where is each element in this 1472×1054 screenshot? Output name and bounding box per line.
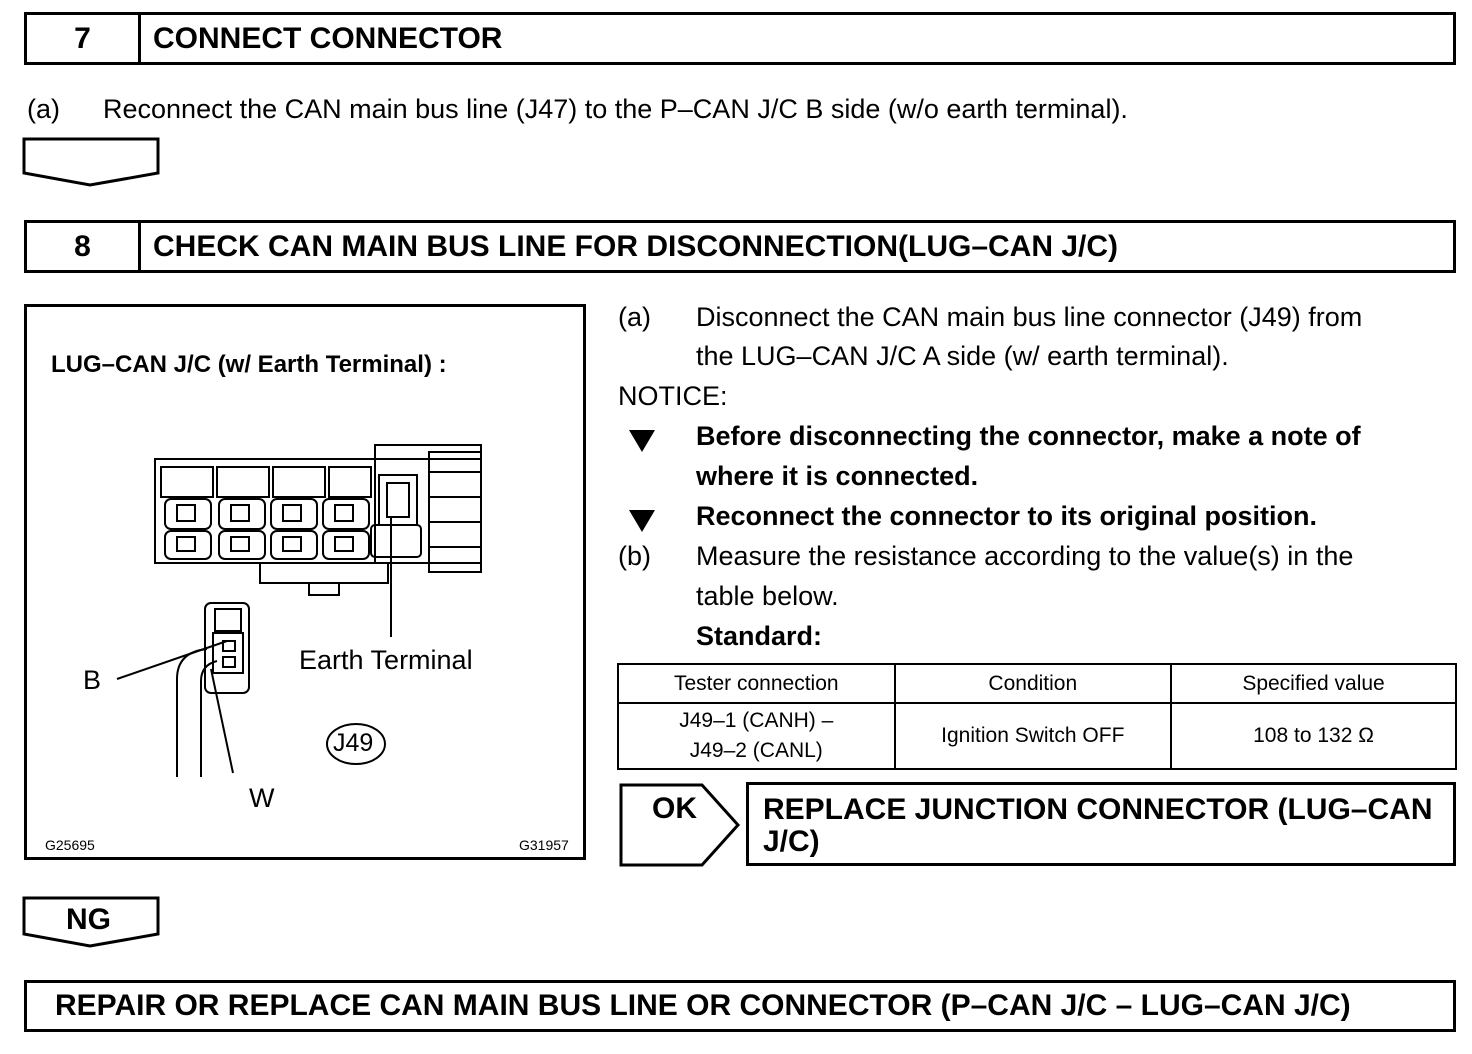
figure-caption: LUG–CAN J/C (w/ Earth Terminal) : (51, 351, 447, 378)
step8-item-a-label: (a) (618, 302, 651, 332)
ok-label: OK (652, 792, 697, 825)
ok-result-line1: REPLACE JUNCTION CONNECTOR (LUG–CAN (763, 793, 1433, 826)
step8-item-b-label: (b) (618, 541, 651, 571)
ok-result-line2: J/C) (763, 825, 820, 858)
notice-bullet-1-line2: where it is connected. (696, 461, 979, 491)
next-step-arrow (22, 137, 162, 189)
step8-item-b-line2: table below. (696, 581, 839, 611)
step8-item-b-line1: Measure the resistance according to the value(s) in the (696, 541, 1354, 571)
step7-item-a-text: Reconnect the CAN main bus line (J47) to the P–CAN J/C B side (w/o earth terminal). (103, 94, 1128, 124)
figure-code-right: G31957 (519, 837, 569, 853)
ng-label: NG (66, 903, 111, 936)
ng-result-text: REPAIR OR REPLACE CAN MAIN BUS LINE OR CONNECTOR (P–CAN J/C – LUG–CAN J/C) (55, 989, 1351, 1022)
tester-line-1: J49–1 (CANH) – (679, 709, 834, 732)
column-header: Specified value (1171, 664, 1456, 703)
column-header: Tester connection (618, 664, 895, 703)
ng-result-box (24, 980, 1456, 1032)
bullet-triangle-icon (628, 509, 656, 533)
step8-item-a-line1: Disconnect the CAN main bus line connector (J49) from (696, 302, 1363, 332)
step8-item-a-line2: the LUG–CAN J/C A side (w/ earth terminal). (696, 341, 1229, 371)
condition-cell: Ignition Switch OFF (895, 703, 1172, 769)
notice-bullet-2: Reconnect the connector to its original position. (696, 501, 1318, 531)
connector-figure (24, 304, 586, 860)
step-number: 8 (27, 223, 141, 270)
table-header-row (618, 664, 1456, 703)
standard-label: Standard: (696, 621, 823, 651)
connector-drawing (27, 307, 583, 857)
step-7-header (24, 12, 1456, 65)
spec-table (617, 663, 1457, 770)
column-header: Condition (895, 664, 1172, 703)
bullet-triangle-icon (628, 429, 656, 453)
step-8-header (24, 220, 1456, 273)
ok-result-box (746, 782, 1456, 866)
tester-connection-cell (618, 703, 895, 769)
b-wire-label: B (83, 665, 102, 695)
figure-code-left: G25695 (45, 837, 95, 853)
notice-label: NOTICE: (618, 381, 728, 411)
step-number: 7 (27, 15, 141, 62)
earth-terminal-label: Earth Terminal (299, 645, 473, 675)
w-wire-label: W (249, 783, 275, 813)
notice-bullet-1-line1: Before disconnecting the connector, make a note of (696, 421, 1361, 451)
step-title: CHECK CAN MAIN BUS LINE FOR DISCONNECTION(LUG–CAN J/C) (153, 230, 1119, 263)
table-row (618, 703, 1456, 769)
step-title: CONNECT CONNECTOR (153, 22, 503, 55)
j49-connector-label: J49 (333, 729, 374, 757)
step7-item-a-label: (a) (27, 94, 60, 124)
specified-value-cell: 108 to 132 Ω (1171, 703, 1456, 769)
tester-line-2: J49–2 (CANL) (689, 739, 823, 762)
